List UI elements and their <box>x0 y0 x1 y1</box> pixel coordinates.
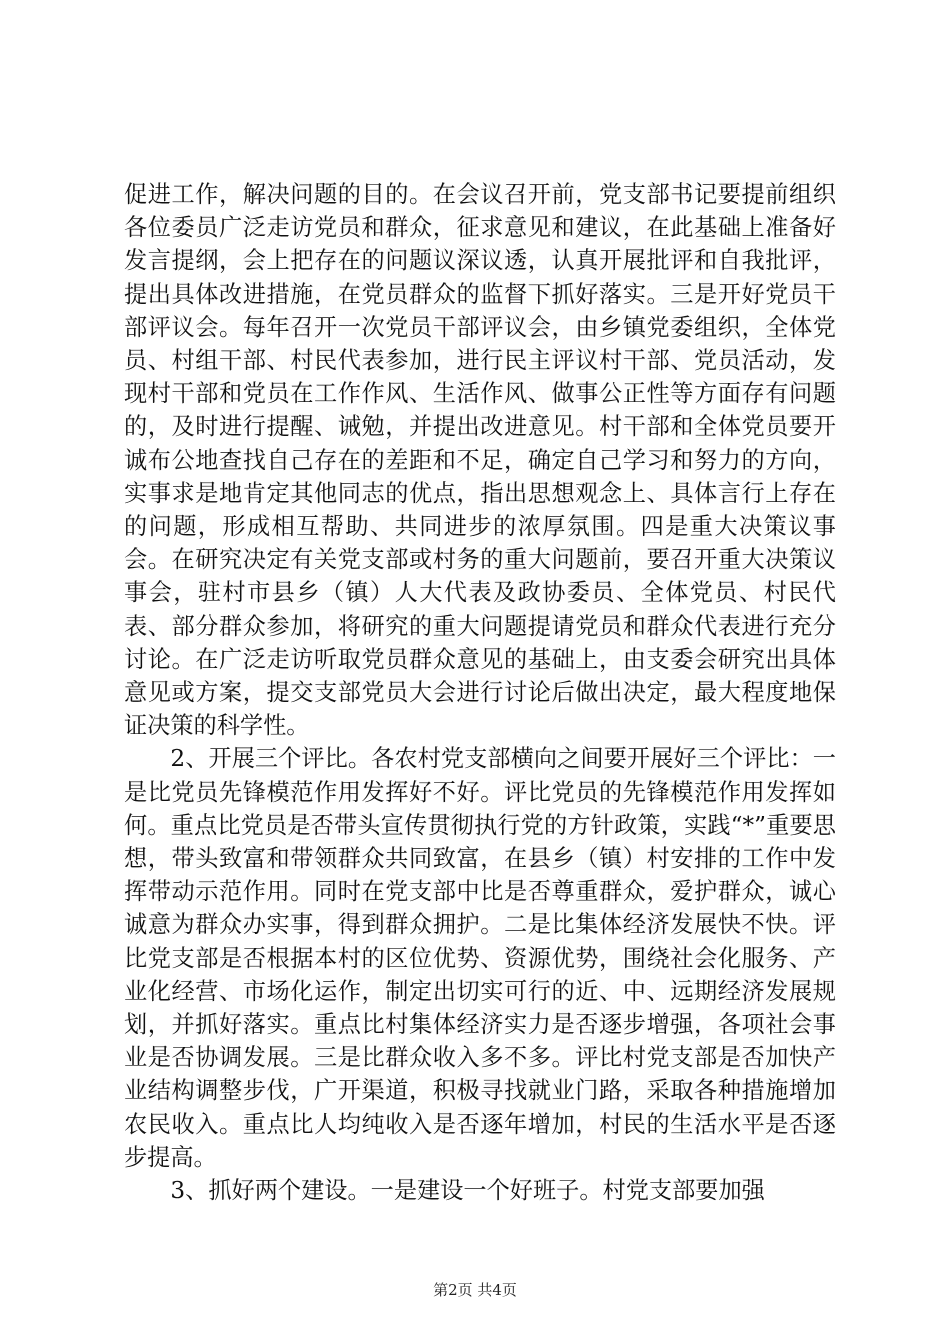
paragraph-1: 促进工作，解决问题的目的。在会议召开前，党支部书记要提前组织各位委员广泛走访党员和群众，征求意见和建议，在此基础上准备好发言提纲，会上把存在的问题议深议透，认真开展批评和自我批评，提出具体改进措施，在党员群众的监督下抓好落实。三是开好党员干部评议会。每年召开一次党员干部评议会，由乡镇党委组织，全体党员、村组干部、村民代表参加，进行民主评议村干部、党员活动，发现村干部和党员在工作作风、生活作风、做事公正性等方面存有问题的，及时进行提醒、诫勉，并提出改进意见。村干部和全体党员要开诚布公地查找自己存在的差距和不足，确定自己学习和努力的方向，实事求是地肯定其他同志的优点，指出思想观念上、具体言行上存在的问题，形成相互帮助、共同进步的浓厚氛围。四是重大决策议事会。在研究决定有关党支部或村务的重大问题前，要召开重大决策议事会，驻村市县乡（镇）人大代表及政协委员、全体党员、村民代表、部分群众参加，将研究的重大问题提请党员和群众代表进行充分讨论。在广泛走访听取党员群众意见的基础上，由支委会研究出具体意见或方案，提交支部党员大会进行讨论后做出决定，最大程度地保证决策的科学性。 <box>124 181 836 740</box>
paragraph-2: 2、开展三个评比。各农村党支部横向之间要开展好三个评比：一是比党员先锋模范作用发挥好不好。评比党员的先锋模范作用发挥如何。重点比党员是否带头宣传贯彻执行党的方针政策，实践“*”重要思想，带头致富和带领群众共同致富，在县乡（镇）村安排的工作中发挥带动示范作用。同时在党支部中比是否尊重群众，爱护群众，诚心诚意为群众办实事，得到群众拥护。二是比集体经济发展快不快。评比党支部是否根据本村的区位优势、资源优势，围绕社会化服务、产业化经营、市场化运作，制定出切实可行的近、中、远期经济发展规划，并抓好落实。重点比村集体经济实力是否逐步增强，各项社会事业是否协调发展。三是比群众收入多不多。评比村党支部是否加快产业结构调整步伐，广开渠道，积极寻找就业门路，采取各种措施增加农民收入。重点比人均纯收入是否逐年增加，村民的生活水平是否逐步提高。 <box>124 745 836 1171</box>
document-body <box>124 178 836 1207</box>
paragraph-3: 3、抓好两个建设。一是建设一个好班子。村党支部要加强 <box>170 1177 765 1205</box>
page-number-footer: 第2页 共4页 <box>433 1281 517 1299</box>
